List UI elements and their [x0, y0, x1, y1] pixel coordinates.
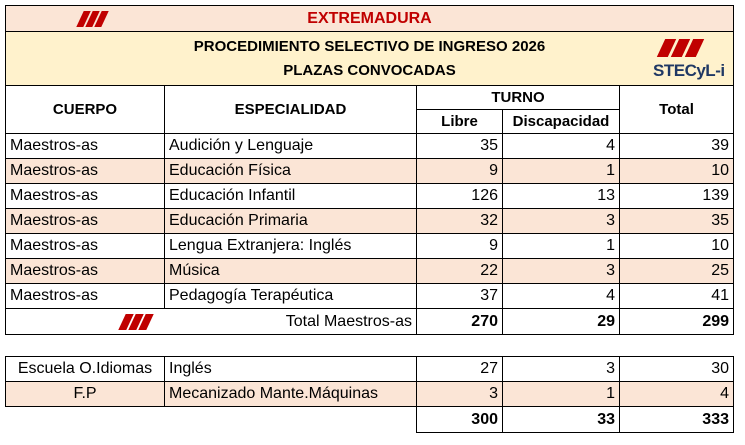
col-turno: TURNO	[417, 86, 620, 110]
cell-discapacidad: 1	[503, 234, 620, 259]
cell-libre: 9	[417, 234, 503, 259]
cell-discapacidad: 1	[503, 159, 620, 184]
cell-cuerpo: Maestros-as	[6, 134, 165, 159]
table-row	[6, 357, 734, 382]
cell-cuerpo: Maestros-as	[6, 209, 165, 234]
cell-total: 139	[620, 184, 734, 209]
cell-especialidad: Audición y Lenguaje	[165, 134, 417, 159]
cell-especialidad: Educación Física	[165, 159, 417, 184]
cell-discapacidad: 3	[503, 357, 620, 382]
cell-discapacidad: 4	[503, 284, 620, 309]
cell-total: 35	[620, 209, 734, 234]
grand-total-libre: 300	[417, 407, 503, 433]
cell-especialidad: Pedagogía Terapéutica	[165, 284, 417, 309]
cell-especialidad: Lengua Extranjera: Inglés	[165, 234, 417, 259]
table-row	[6, 134, 734, 159]
subtotal-libre: 270	[417, 309, 503, 335]
region-header	[6, 6, 734, 32]
cell-especialidad: Música	[165, 259, 417, 284]
cell-cuerpo: F.P	[6, 382, 165, 407]
empty-cell	[165, 407, 417, 433]
stecyl-stripes-icon	[120, 314, 154, 330]
col-especialidad: ESPECIALIDAD	[165, 86, 417, 134]
stecyl-logo	[653, 35, 725, 83]
stecyl-stripes-icon	[78, 11, 110, 27]
plazas-title: PLAZAS CONVOCADAS	[283, 61, 456, 79]
cell-total: 4	[620, 382, 734, 407]
grand-total-row	[6, 407, 734, 433]
cell-cuerpo: Maestros-as	[6, 284, 165, 309]
cell-especialidad: Educación Infantil	[165, 184, 417, 209]
cell-total: 25	[620, 259, 734, 284]
cell-total: 10	[620, 234, 734, 259]
table-row	[6, 284, 734, 309]
cell-libre: 3	[417, 382, 503, 407]
table-row	[6, 382, 734, 407]
cell-discapacidad: 1	[503, 382, 620, 407]
cell-libre: 32	[417, 209, 503, 234]
grand-total-discapacidad: 33	[503, 407, 620, 433]
cell-cuerpo: Maestros-as	[6, 234, 165, 259]
empty-cell	[6, 407, 165, 433]
subtotal-row	[6, 309, 734, 335]
cell-libre: 9	[417, 159, 503, 184]
subtotal-discapacidad: 29	[503, 309, 620, 335]
stecyl-logo-stripes-icon	[659, 39, 707, 57]
cell-especialidad: Inglés	[165, 357, 417, 382]
cell-total: 41	[620, 284, 734, 309]
region-title: EXTREMADURA	[307, 9, 432, 27]
cell-especialidad: Mecanizado Mante.Máquinas	[165, 382, 417, 407]
cell-libre: 37	[417, 284, 503, 309]
cell-libre: 126	[417, 184, 503, 209]
cell-cuerpo: Maestros-as	[6, 159, 165, 184]
cell-discapacidad: 3	[503, 259, 620, 284]
table-row	[6, 234, 734, 259]
subtotal-label-cell	[6, 309, 417, 335]
cell-cuerpo: Maestros-as	[6, 259, 165, 284]
cell-libre: 22	[417, 259, 503, 284]
table-row	[6, 159, 734, 184]
plazas-table	[5, 5, 734, 335]
cell-cuerpo: Maestros-as	[6, 184, 165, 209]
col-discapacidad: Discapacidad	[503, 110, 620, 134]
cell-total: 39	[620, 134, 734, 159]
logo-text: STECyL-i	[653, 61, 725, 80]
cell-especialidad: Educación Primaria	[165, 209, 417, 234]
col-libre: Libre	[417, 110, 503, 134]
cell-discapacidad: 4	[503, 134, 620, 159]
table-row	[6, 184, 734, 209]
grand-total-total: 333	[620, 407, 734, 433]
table-row	[6, 209, 734, 234]
table-row	[6, 259, 734, 284]
cell-libre: 35	[417, 134, 503, 159]
cell-libre: 27	[417, 357, 503, 382]
procedure-header	[6, 32, 734, 86]
cell-discapacidad: 3	[503, 209, 620, 234]
cell-total: 10	[620, 159, 734, 184]
other-plazas-table	[5, 356, 734, 433]
cell-cuerpo: Escuela O.Idiomas	[6, 357, 165, 382]
cell-discapacidad: 13	[503, 184, 620, 209]
subtotal-total: 299	[620, 309, 734, 335]
col-total: Total	[620, 86, 734, 134]
procedure-title: PROCEDIMIENTO SELECTIVO DE INGRESO 2026	[193, 37, 546, 55]
cell-total: 30	[620, 357, 734, 382]
col-cuerpo: CUERPO	[6, 86, 165, 134]
subtotal-label: Total Maestros-as	[285, 312, 412, 330]
